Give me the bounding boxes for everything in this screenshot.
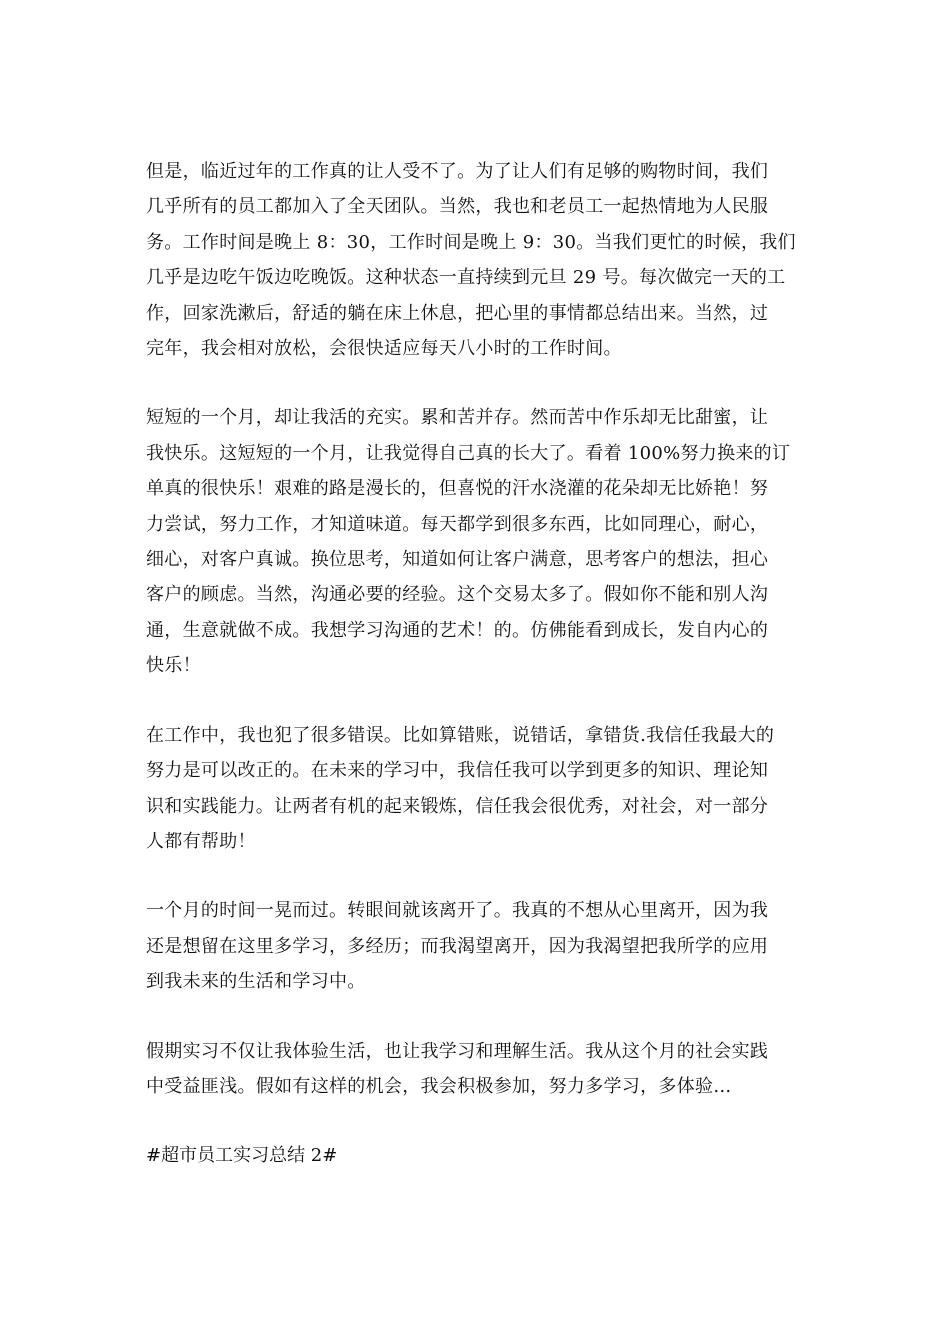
paragraph-line: 几乎所有的员工都加入了全天团队。当然，我也和老员工一起热情地为人民服 (146, 196, 769, 218)
paragraph-line: 识和实践能力。让两者有机的起来锻炼，信任我会很优秀，对社会，对一部分 (146, 795, 769, 817)
paragraph-line: 但是，临近过年的工作真的让人受不了。为了让人们有足够的购物时间，我们 (146, 161, 769, 182)
paragraph-line: 我快乐。这短短的一个月，让我觉得自己真的长大了。看着 100%努力换来的订 (146, 442, 791, 464)
paragraph-line: 假期实习不仅让我体验生活，也让我学习和理解生活。我从这个月的社会实践 (146, 1040, 769, 1062)
paragraph-line: 人都有帮助！ (146, 830, 256, 852)
document-body (146, 154, 810, 1174)
paragraph-5 (146, 1034, 810, 1105)
section-heading: #超市员工实习总结 2# (146, 1145, 338, 1167)
paragraph-line: 单真的很快乐！艰难的路是漫长的，但喜悦的汗水浇灌的花朵却无比娇艳！努 (146, 478, 769, 500)
paragraph-line: 短短的一个月，却让我活的充实。累和苦并存。然而苦中作乐却无比甜蜜，让 (146, 407, 769, 429)
paragraph-line: 作，回家洗漱后，舒适的躺在床上休息，把心里的事情都总结出来。当然，过 (146, 302, 769, 324)
paragraph-line: 一个月的时间一晃而过。转眼间就该离开了。我真的不想从心里离开，因为我 (146, 900, 769, 922)
paragraph-line: 几乎是边吃午饭边吃晚饭。这种状态一直持续到元旦 29 号。每次做完一天的工 (146, 267, 786, 289)
paragraph-line: 客户的顾虑。当然，沟通必要的经验。这个交易太多了。假如你不能和别人沟 (146, 584, 769, 606)
paragraph-4 (146, 893, 810, 999)
paragraph-line: 通，生意就做不成。我想学习沟通的艺术！的。仿佛能看到成长，发自内心的 (146, 619, 769, 641)
paragraph-1 (146, 154, 810, 366)
paragraph-line: 务。工作时间是晚上 8：30，工作时间是晚上 9：30。当我们更忙的时候，我们 (146, 231, 796, 253)
paragraph-line: 努力是可以改正的。在未来的学习中，我信任我可以学到更多的知识、理论知 (146, 760, 769, 782)
paragraph-2 (146, 400, 810, 683)
paragraph-line: 还是想留在这里多学习，多经历；而我渴望离开，因为我渴望把我所学的应用 (146, 935, 769, 957)
paragraph-line: 到我未来的生活和学习中。 (146, 971, 366, 993)
paragraph-line: 在工作中，我也犯了很多错误。比如算错账，说错话，拿错货.我信任我最大的 (146, 724, 775, 746)
paragraph-line: 力尝试，努力工作，才知道味道。每天都学到很多东西，比如同理心，耐心， (146, 513, 769, 535)
paragraph-line: 细心，对客户真诚。换位思考，知道如何让客户满意，思考客户的想法，担心 (146, 549, 769, 571)
paragraph-line: 快乐！ (146, 655, 201, 677)
paragraph-3 (146, 718, 810, 860)
paragraph-line: 完年，我会相对放松，会很快适应每天八小时的工作时间。 (146, 338, 622, 360)
paragraph-line: 中受益匪浅。假如有这样的机会，我会积极参加，努力多学习，多体验… (146, 1075, 732, 1097)
